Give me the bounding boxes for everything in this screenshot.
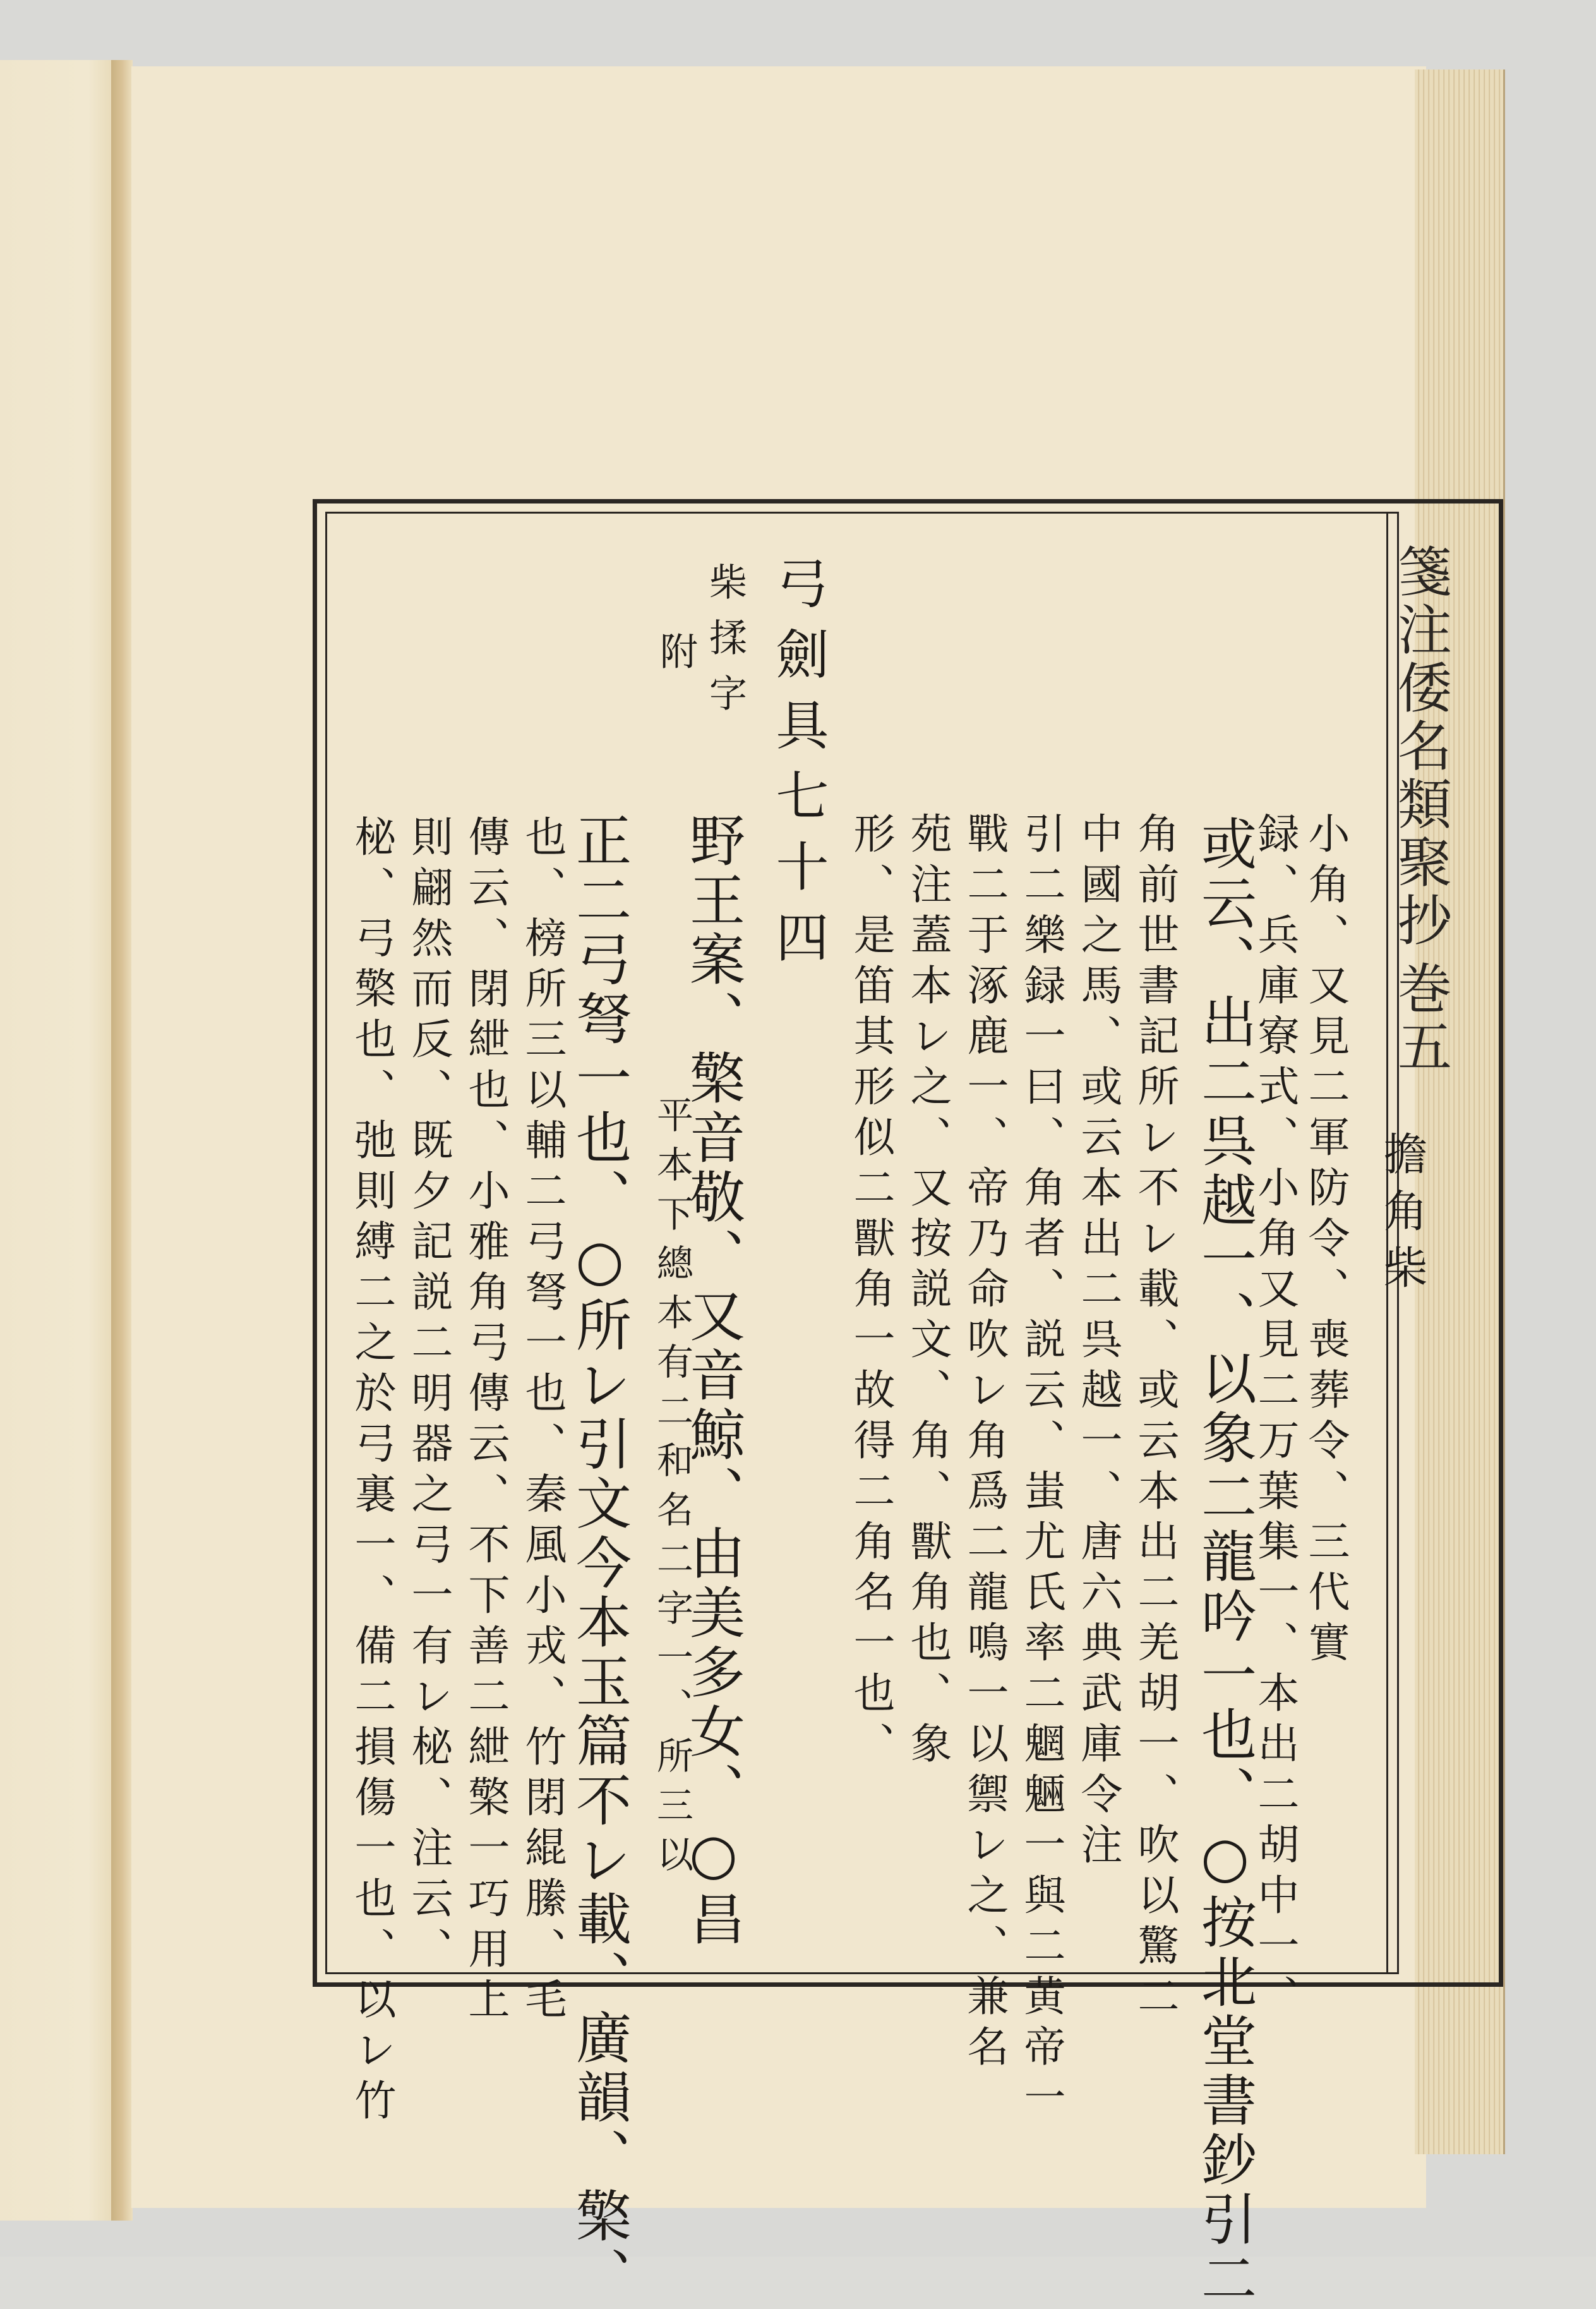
book-gutter xyxy=(111,60,133,2221)
text-column: 柲、弓檠也、弛則縛二之於弓裏一、備二損傷一也、以レ竹 xyxy=(347,815,396,2129)
text-column: 野王案、檠音敬、又音鯨、由美多女、○昌 xyxy=(681,812,746,1950)
entry-sub-heading-note: 附 xyxy=(654,632,698,687)
text-column: 引二樂録一曰、角者、説云、蚩尤氏率二魍魎一與二黄帝一 xyxy=(1017,812,1065,2126)
margin-volume-label: 巻五 xyxy=(1388,960,1451,1076)
text-column: 小角、又見二軍防令、喪葬令、三代實 xyxy=(1301,812,1350,1671)
text-column-note: 平本下總本有二和名二字一、所三以 xyxy=(651,1096,693,1884)
text-column: 録、兵庫寮式、小角又見二万葉集一、本出二胡中一、 xyxy=(1251,812,1299,2025)
section-heading: 擔角柴 xyxy=(1376,1131,1428,1301)
text-column: 或云、出二呉越一、以象二龍吟一也、○按北堂書鈔引二 xyxy=(1192,815,1257,2309)
left-page xyxy=(0,60,117,2221)
text-column: 則翩然而反、既夕記説二明器之弓一有レ柲、注云、 xyxy=(404,815,453,1977)
text-column: 正二弓弩一也、○所レ引文今本玉篇不レ載、廣韻、檠、 xyxy=(567,812,632,2306)
text-column: 苑注蓋本レ之、又按説文、角、獸角也、象 xyxy=(903,812,952,1772)
text-column: 傳云、閉紲也、小雅角弓傳云、不下善二紲檠一巧用上 xyxy=(461,815,510,2028)
text-column: 也、榜所三以輔二弓弩一也、秦風小戎、竹閉緄縢、毛 xyxy=(518,815,567,2028)
text-column: 中國之馬、或云本出二呉越一、唐六典武庫令注 xyxy=(1074,812,1122,1873)
text-column: 形、是笛其形似二獸角一故得二角名一也、 xyxy=(846,812,895,1772)
text-column: 角前世書記所レ不レ載、或云本出二羌胡一、吹以驚二 xyxy=(1131,812,1179,2025)
text-column: 戰二于涿鹿一、帝乃命吹レ角爲二龍鳴一以禦レ之、兼名 xyxy=(960,812,1009,2075)
entry-sub-heading: 柴揉字 xyxy=(703,562,747,729)
margin-book-title: 箋注倭名類聚抄 xyxy=(1388,543,1451,950)
entry-number-title: 弓劍具七十四 xyxy=(767,556,829,980)
